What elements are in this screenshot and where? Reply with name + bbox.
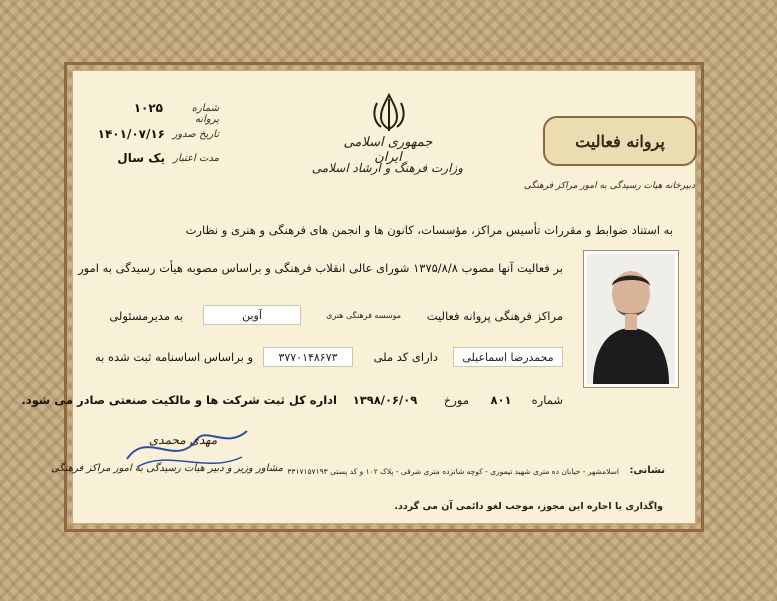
- issue-date-label: تاریخ صدور: [172, 129, 219, 140]
- body-line-2: بر فعالیت آنها مصوب ۱۳۷۵/۸/۸ شورای عالی انقلاب فرهنگی و براساس مصوبه هیأت رسیدگی به امور: [78, 261, 563, 275]
- iran-emblem-icon: [371, 93, 407, 133]
- title-badge: [543, 116, 697, 166]
- registration-number: ۸۰۱: [490, 393, 512, 407]
- country-name: جمهوری اسلامی ایران: [343, 135, 433, 165]
- address-text: اسلامشهر - خیابان ده متری شهید تیموری - کوچه شانزده متری شرقی - پلاک ۱۰۲ و کد پستی ۳۳۱۷۱۵۷۱۹۳: [287, 467, 619, 476]
- line3-label: مراکز فرهنگی پروانه فعالیت: [426, 309, 563, 323]
- holder-photo: [584, 251, 678, 387]
- certificate-paper: [21, 70, 696, 524]
- signer-name: مهدی محمدی: [148, 433, 218, 447]
- registration-date-label: مورخ: [443, 393, 469, 407]
- person-photo-icon: [587, 254, 675, 384]
- license-number-label: شماره پروانه: [191, 103, 219, 125]
- department-name: دبیرخانه هیات رسیدگی به امور مراکز فرهنگی: [523, 181, 695, 191]
- transfer-warning: واگذاری یا اجاره این مجوز، موجب لغو دائمی آن می گردد.: [394, 501, 663, 512]
- line4-statute-label: و براساس اساسنامه ثبت شده به: [94, 350, 253, 364]
- manager-name: محمدرضا اسماعیلی: [462, 350, 554, 364]
- validity-label: مدت اعتبار: [173, 153, 219, 164]
- registration-date: ۱۳۹۸/۰۶/۰۹: [352, 393, 418, 407]
- signer-title: مشاور وزیر و دبیر هیات رسیدگی به امور مراکز فرهنگی: [50, 463, 283, 474]
- line3-manager-label: به مدیرمسئولی: [109, 309, 183, 323]
- national-id-label: دارای کد ملی: [373, 350, 438, 364]
- issue-date: ۱۴۰۱/۰۷/۱۶: [97, 127, 165, 141]
- body-line-1: به استناد ضوابط و مقررات تأسیس مراکز، مؤسسات، کانون ها و انجمن های فرهنگی و هنری و نظارت: [185, 223, 673, 237]
- address-label: نشانی:: [629, 465, 665, 476]
- ministry-name: وزارت فرهنگ و ارشاد اسلامی: [311, 161, 463, 175]
- institution-name: آوین: [242, 308, 262, 322]
- registration-number-label: شماره: [531, 393, 563, 407]
- validity-value: یک سال: [117, 151, 165, 165]
- national-id: ۳۷۷۰۱۴۸۶۷۳: [278, 350, 338, 364]
- national-id-field: [263, 347, 353, 367]
- institution-name-field: [203, 305, 301, 325]
- license-number: ۱۰۲۵: [133, 101, 163, 115]
- manager-name-field: [453, 347, 563, 367]
- certificate-title: پروانه فعالیت: [575, 131, 665, 151]
- institution-type: موسسه فرهنگی هنری: [326, 311, 401, 320]
- registration-office: اداره کل ثبت شرکت ها و مالکیت صنعتی صادر می شود.: [21, 393, 337, 407]
